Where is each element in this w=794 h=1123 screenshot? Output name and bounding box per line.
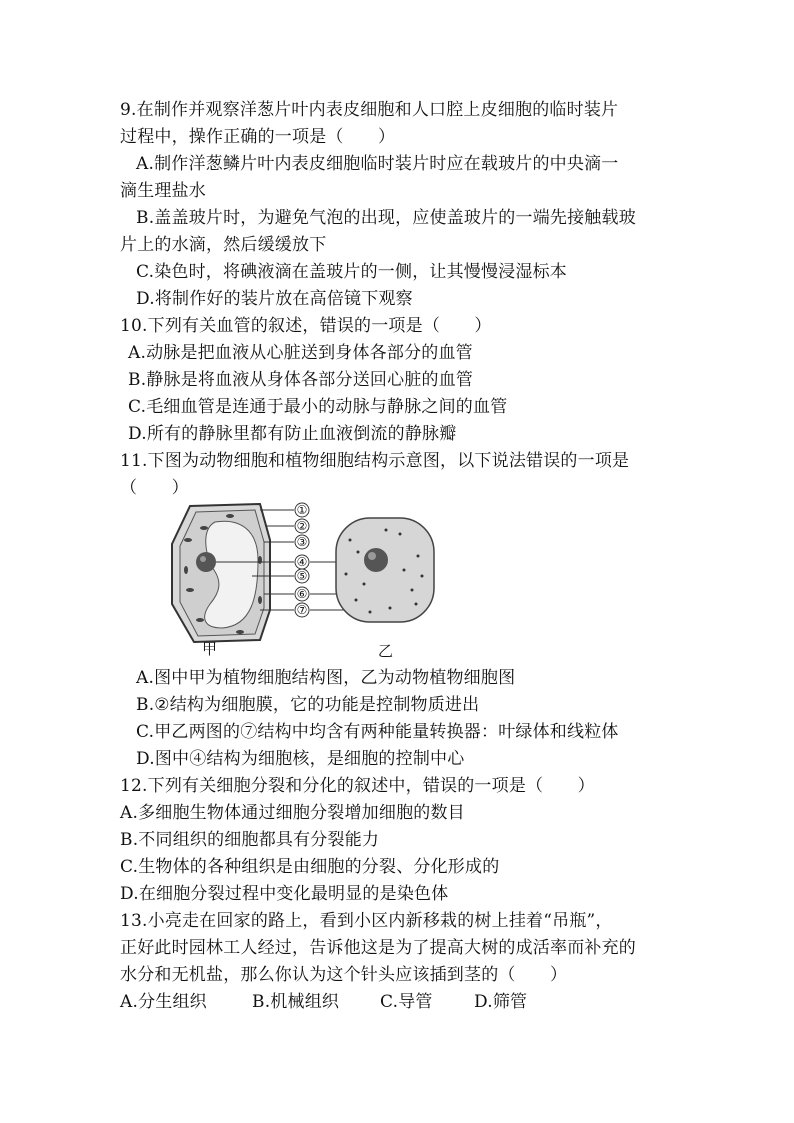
label-2: ② (296, 519, 308, 533)
q13-stem-line2: 正好此时园林工人经过，告诉他这是为了提高大树的成活率而补充的 (120, 938, 636, 958)
label-1: ① (296, 503, 308, 517)
q11-option-b: B.②结构为细胞膜，它的功能是控制物质进出 (136, 695, 480, 715)
q11-option-d: D.图中④结构为细胞核，是细胞的控制中心 (136, 749, 465, 769)
q12-option-a: A.多细胞生物体通过细胞分裂增加细胞的数目 (120, 803, 465, 823)
q13-option-d: D.筛管 (474, 992, 528, 1012)
caption-jia: 甲 (202, 640, 218, 658)
caption-yi: 乙 (378, 642, 394, 660)
q9-option-a-line1: A.制作洋葱鳞片叶内表皮细胞临时装片时应在载玻片的中央滴一 (136, 154, 619, 174)
q11-stem-line1: 11.下图为动物细胞和植物细胞结构示意图，以下说法错误的一项是 (120, 451, 630, 471)
q9-option-b-line2: 片上的水滴，然后缓缓放下 (120, 235, 327, 255)
q11-stem-line2: （ ） (120, 478, 189, 498)
q9-option-a-line2: 滴生理盐水 (120, 181, 206, 201)
q10-option-a: A.动脉是把血液从心脏送到身体各部分的血管 (128, 343, 473, 363)
label-3: ③ (296, 535, 308, 549)
q13-option-c: C.导管 (380, 992, 433, 1012)
plant-nucleus (196, 552, 216, 572)
animal-nucleus (364, 548, 388, 572)
q11-option-a: A.图中甲为植物细胞结构图，乙为动物植物细胞图 (136, 668, 516, 688)
cell-diagram-svg (160, 500, 460, 660)
q12-option-d: D.在细胞分裂过程中变化最明显的是染色体 (120, 884, 449, 904)
q9-option-c: C.染色时，将碘液滴在盖玻片的一侧，让其慢慢浸湿标本 (136, 262, 568, 282)
q12-option-b: B.不同组织的细胞都具有分裂能力 (120, 830, 380, 850)
q10-option-d: D.所有的静脉里都有防止血液倒流的静脉瓣 (128, 424, 457, 444)
q12-stem: 12.下列有关细胞分裂和分化的叙述中，错误的一项是（ ） (120, 776, 595, 796)
q13-stem-line1: 13.小亮走在回家的路上，看到小区内新移栽的树上挂着“吊瓶”， (120, 911, 613, 931)
q13-stem-line3: 水分和无机盐，那么你认为这个针头应该插到茎的（ ） (120, 965, 568, 985)
q9-stem-line2: 过程中，操作正确的一项是（ ） (120, 127, 396, 147)
label-6: ⑥ (296, 587, 308, 601)
q12-option-c: C.生物体的各种组织是由细胞的分裂、分化形成的 (120, 857, 500, 877)
label-4: ④ (296, 555, 308, 569)
q9-stem-line1: 9.在制作并观察洋葱片叶内表皮细胞和人口腔上皮细胞的临时装片 (120, 100, 619, 120)
q10-stem: 10.下列有关血管的叙述，错误的一项是（ ） (120, 316, 492, 336)
label-7: ⑦ (296, 603, 308, 617)
q13-option-b: B.机械组织 (252, 992, 340, 1012)
cell-structure-figure (160, 500, 460, 660)
animal-cell (336, 518, 434, 622)
q11-option-c: C.甲乙两图的⑦结构中均含有两种能量转换器：叶绿体和线粒体 (136, 722, 619, 742)
q9-option-d: D.将制作好的装片放在高倍镜下观察 (136, 289, 413, 309)
q10-option-c: C.毛细血管是连通于最小的动脉与静脉之间的血管 (128, 397, 508, 417)
q13-option-a: A.分生组织 (120, 992, 207, 1012)
q10-option-b: B.静脉是将血液从身体各部分送回心脏的血管 (128, 370, 474, 390)
label-5: ⑤ (296, 569, 308, 583)
q9-option-b-line1: B.盖盖玻片时，为避免气泡的出现，应使盖玻片的一端先接触载玻 (136, 208, 636, 228)
